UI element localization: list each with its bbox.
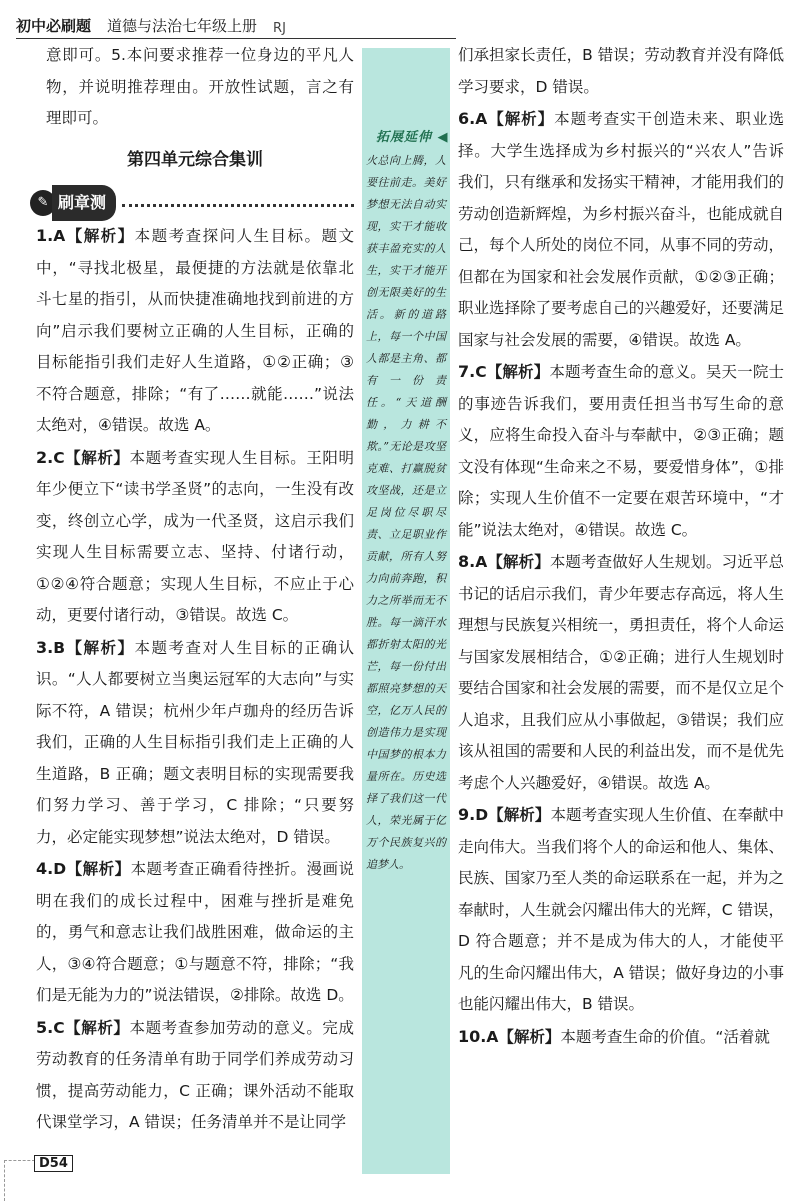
answer-item-7: 7.C【解析】本题考查生命的意义。吴天一院士的事迹告诉我们，要用责任担当书写生命的意义，应将生命投入奋斗与奉献中，②③正确；题文没有体现“生命来之不易，要爱惜身体”，①排除；实现人生价值不一定要在艰苦环境中，“才能”说法太绝对，④错误。故选 C。 — [458, 362, 784, 539]
page-number: D54 — [34, 1155, 73, 1172]
answer-item-6: 6.A【解析】本题考查实干创造未来、职业选择。大学生选择成为乡村振兴的“兴农人”告诉我们，只有继承和发扬实干精神，才能用我们的劳动创造新辉煌，为乡村振兴奋斗，也能成就自己，每个人所处的岗位不同，从事不同的劳动，但都在为国家和社会发展作贡献，①②③正确；职业选择除了要考虑自己的兴趣爱好，还要满足国家与社会发展的需要，④错误。故选 A。 — [458, 109, 784, 349]
left-column — [36, 40, 354, 1139]
answer-item-3: 3.B【解析】本题考查对人生目标的正确认识。“人人都要树立当奥运冠军的大志向”与实际不符，A 错误；杭州少年卢珈舟的经历告诉我们，正确的人生目标指引我们走上正确的人生道路，B 正确；题文表明目标的实现需要我们努力学习、善于学习，C 排除；“只要努力，必定能实现梦想”说法太绝对，D 错误。 — [36, 637, 354, 846]
right-intro: 们承担家长责任，B 错误；劳动教育并没有降低学习要求，D 错误。 — [458, 46, 784, 96]
answer-item-1: 1.A【解析】本题考查探问人生目标。题文中，“寻找北极星，最便捷的方法就是依靠北斗七星的指引，从而快捷准确地找到前进的方向”启示我们要树立正确的人生目标，正确的目标能指引我们走好人生道路，①②正确；③不符合题意，排除；“有了……就能……”说法太绝对，④错误。故选 A。 — [36, 226, 354, 434]
left-arrow-icon: ◀ — [437, 130, 449, 145]
answer-item-4: 4.D【解析】本题考查正确看待挫折。漫画说明在我们的成长过程中，困难与挫折是难免的，勇气和意志让我们战胜困难，做命运的主人，③④符合题意；①与题意不符，排除；“我们是无能为力的”说法错误，②排除。故选 D。 — [36, 859, 354, 1004]
answer-item-8: 8.A【解析】本题考查做好人生规划。习近平总书记的话启示我们，青少年要志存高远，将人生理想与民族复兴相统一，勇担责任，将个人命运与国家发展相结合，①②正确；进行人生规划时要结合国家和社会发展的需要，而不是仅立足个人追求，且我们应从小事做起，③错误；我们应该从祖国的需要和人民的利益出发，而不是优先考虑个人兴趣爱好，④错误。故选 A。 — [458, 552, 784, 792]
extension-text: 火总向上腾，人要往前走。美好梦想无法自动实现，实干才能收获丰盈充实的人生，实干才能开创无限美好的生活。新的道路上，每一个中国人都是主角、都有一份责任。“天道酬勤，力耕不欺。”无论是攻坚克难、打赢脱贫攻坚战，还是立足岗位尽职尽责、立足职业作贡献，所有人努力向前奔跑，积力之所举而无不胜。每一滴汗水都折射太阳的光芒，每一份付出都照亮梦想的天空，亿万人民的创造伟力是实现中国梦的根本力量所在。历史选择了我们这一代人，荣光属于亿万个民族复兴的追梦人。 — [366, 154, 446, 871]
book-title: 道德与法治七年级上册 — [107, 17, 258, 35]
unit-title: 第四单元综合集训 — [127, 149, 263, 170]
series-title: 初中必刷题 — [16, 17, 92, 35]
answer-item-5: 5.C【解析】本题考查参加劳动的意义。完成劳动教育的任务清单有助于同学们养成劳动习惯，提高劳动能力，C 正确；课外活动不能取代课堂学习，A 错误；任务清单并不是让同学 — [36, 1017, 354, 1131]
answer-item-10: 10.A【解析】本题考查生命的价值。“活着就 — [458, 1026, 770, 1046]
corner-decoration — [4, 1160, 35, 1201]
section-label: 刷章测 — [52, 185, 116, 221]
extension-label: 拓展延伸 ◀ — [376, 130, 449, 145]
dotted-rule — [122, 204, 354, 207]
pencil-icon: ✎ — [30, 190, 56, 216]
answer-item-9: 9.D【解析】本题考查实现人生价值、在奉献中走向伟大。当我们将个人的命运和他人、集体、民族、国家乃至人类的命运联系在一起，并为之奉献时，人生就会闪耀出伟大的光辉，C 错误，D 符合题意；并不是成为伟大的人，才能使平凡的生命闪耀出伟大，A 错误；做好身边的小事也能闪耀出伟大，B 错误。 — [458, 805, 784, 1013]
running-header — [16, 8, 456, 39]
right-column — [458, 40, 784, 1053]
left-intro: 意即可。5.本问要求推荐一位身边的平凡人物，并说明推荐理由。开放性试题，言之有理即可。 — [46, 46, 354, 127]
edition-label: RJ — [273, 21, 286, 36]
section-banner — [30, 186, 354, 220]
answer-item-2: 2.C【解析】本题考查实现人生目标。王阳明年少便立下“读书学圣贤”的志向，一生没有改变，终创立心学，成为一代圣贤，这启示我们实现人生目标需要立志、坚持、付诸行动，①②④符合题意；实现人生目标，不应止于心动，更要付诸行动，③错误。故选 C。 — [36, 447, 354, 624]
